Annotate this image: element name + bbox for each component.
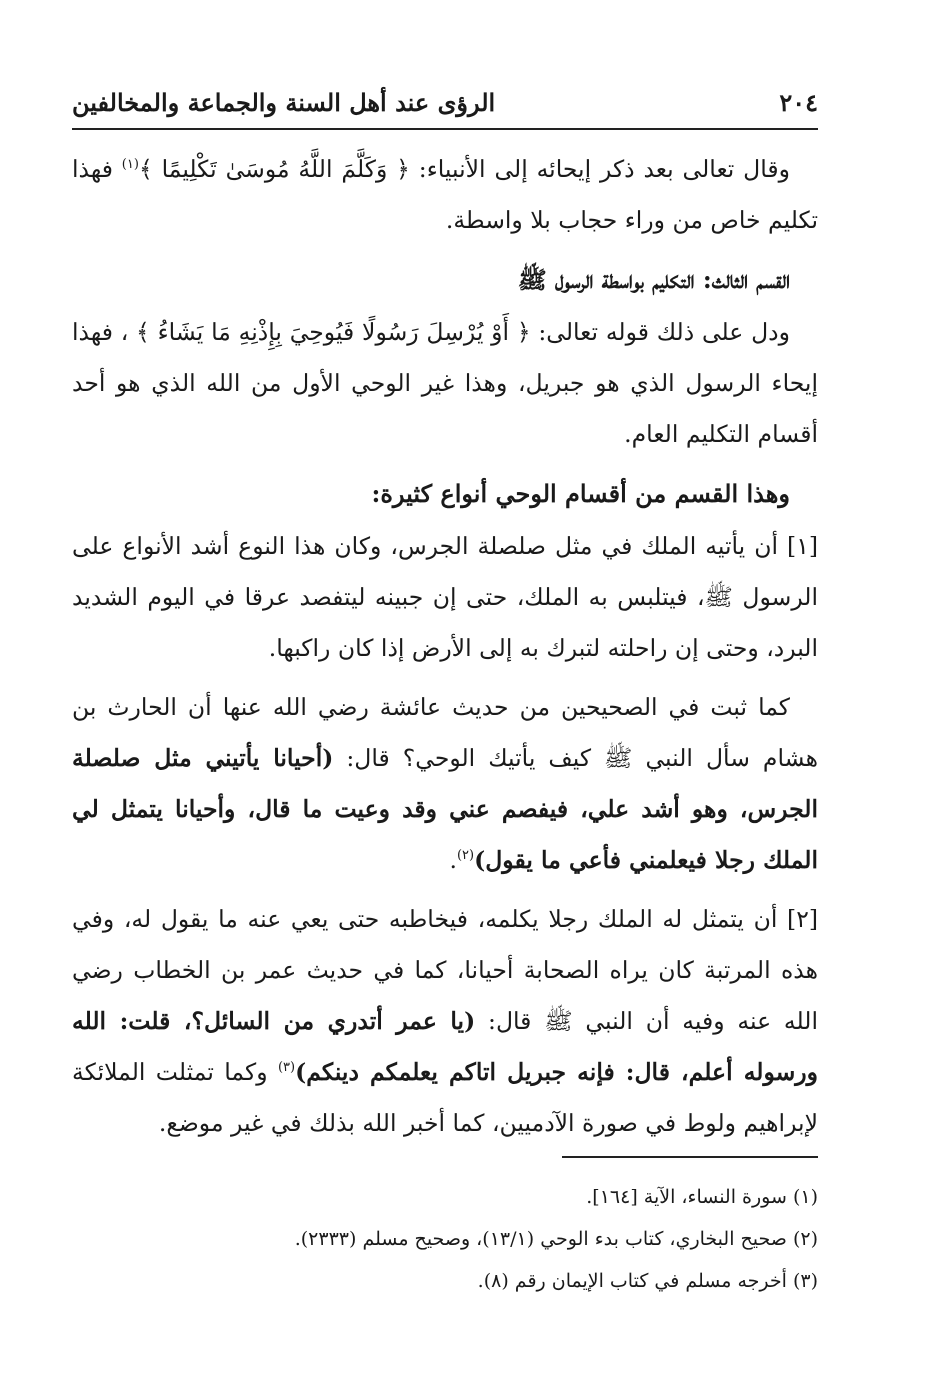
footnote-ref-2: (٢) — [456, 848, 475, 864]
paragraph-5-text: [٢] أن يتمثل له الملك رجلا يكلمه، فيخاطبه حتى يعي عنه ما يقول له، وفي هذه المرتبة كان يراه الصحابة أحيانا، كما في حديث عمر بن الخطاب رضي الله عنه وفيه أن النبي ﷺ قال: — [72, 905, 818, 1035]
running-title: الرؤى عند أهل السنة والجماعة والمخالفين — [72, 88, 496, 117]
paragraph-4 — [72, 682, 818, 886]
footnote-divider — [562, 1156, 818, 1158]
footnotes — [72, 1176, 818, 1302]
paragraph-1-text-end: فهذا تكليم خاص من وراء حجاب بلا واسطة. — [72, 155, 818, 234]
paragraph-3: [١] أن يأتيه الملك في مثل صلصلة الجرس، وكان هذا النوع أشد الأنواع على الرسول ﷺ، فيتلبس به الملك، حتى إن جبينه ليتفصد عرقا في اليوم الشديد البرد، وحتى إن راحلته لتبرك به إلى الأرض إذا كان راكبها. — [72, 532, 818, 662]
paragraph-4-end: . — [449, 846, 457, 874]
paragraph-5 — [72, 894, 818, 1149]
main-text — [72, 144, 818, 1149]
subheading-types: وهذا القسم من أقسام الوحي أنواع كثيرة: — [371, 479, 790, 508]
paragraph-1-text: وقال تعالى بعد ذكر إيحائه إلى الأنبياء: ﴿ وَكَلَّمَ اللَّهُ مُوسَىٰ تَكْلِيمًا ﴾ — [138, 155, 790, 183]
page-number: ٢٠٤ — [779, 88, 818, 117]
section-heading-3: القسم الثالث: التكليم بواسطة الرسول ﷺ — [517, 265, 790, 294]
footnote-2: (٢) صحيح البخاري، كتاب بدء الوحي (١٣/١)، وصحيح مسلم (٢٣٣٣). — [294, 1228, 818, 1250]
footnote-ref-3: (٣) — [277, 1060, 296, 1076]
paragraph-1 — [72, 144, 818, 246]
paragraph-2: ودل على ذلك قوله تعالى: ﴿ أَوْ يُرْسِلَ رَسُولًا فَيُوحِيَ بِإِذْنِهِ مَا يَشَاءُ ﴾ ، فهذا إيحاء الرسول الذي هو جبريل، وهذا غير الوحي الأول من الله الذي هو أحد أقسام التكليم العام. — [72, 318, 818, 448]
paragraph-4-text: كما ثبت في الصحيحين من حديث عائشة رضي الله عنها أن الحارث بن هشام سأل النبي ﷺ كيف يأتيك الوحي؟ قال: — [72, 693, 818, 772]
hadith-quote-1: (أحيانا يأتيني مثل صلصلة الجرس، وهو أشد علي، فيفصم عني وقد وعيت ما قال، وأحيانا يتمثل لي الملك رجلا فيعلمني فأعي ما يقول) — [72, 744, 818, 874]
footnote-ref-1: (١) — [121, 157, 139, 173]
page-header — [72, 78, 818, 130]
paragraph-5-end: وكما تمثلت الملائكة لإبراهيم ولوط في صورة الآدميين، كما أخبر الله بذلك في غير موضع. — [72, 1058, 818, 1137]
footnote-3: (٣) أخرجه مسلم في كتاب الإيمان رقم (٨). — [477, 1270, 818, 1292]
book-page — [72, 78, 818, 1328]
hadith-quote-2: (يا عمر أتدري من السائل؟، قلت: الله ورسوله أعلم، قال: فإنه جبريل اتاكم يعلمكم دينكم) — [72, 1007, 818, 1086]
footnote-1: (١) سورة النساء، الآية [١٦٤]. — [586, 1186, 818, 1208]
